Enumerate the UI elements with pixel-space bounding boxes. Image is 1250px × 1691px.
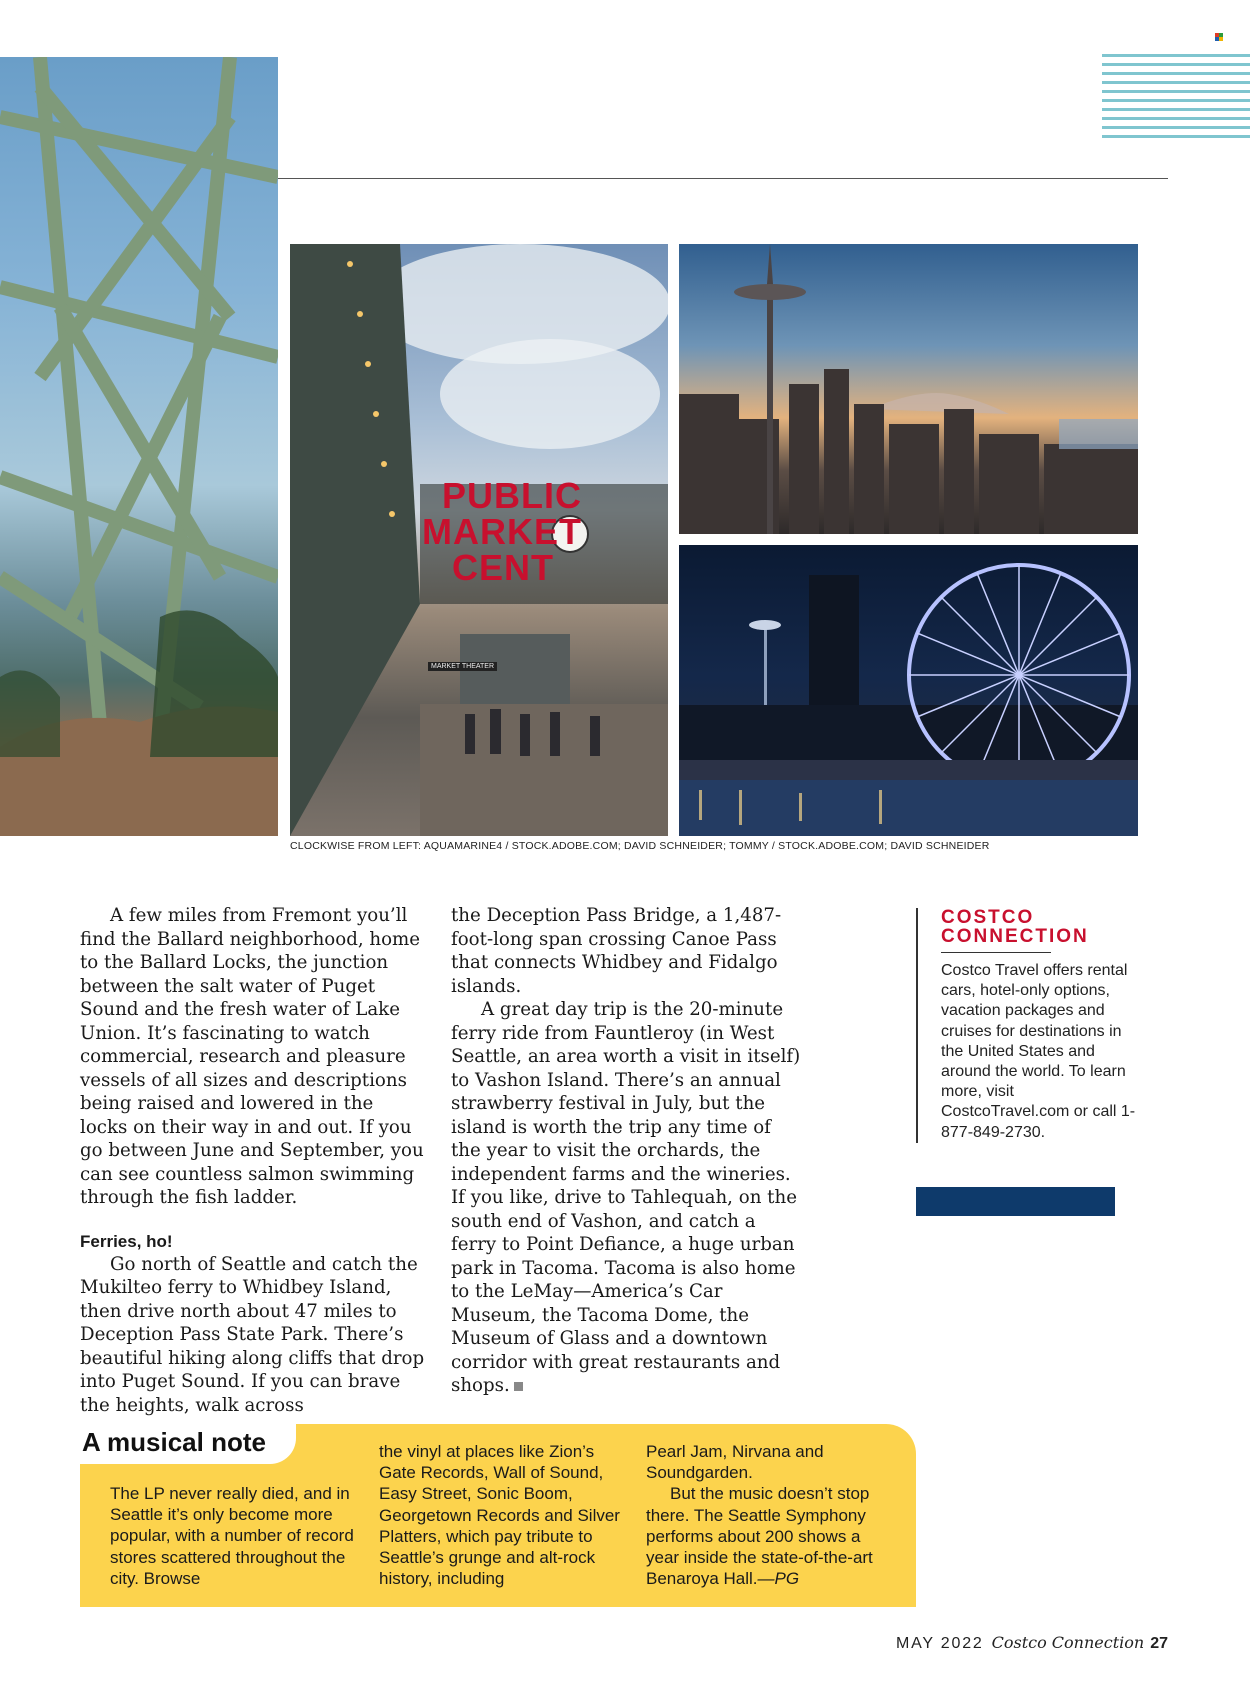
musical-note-title: A musical note [82,1427,266,1457]
musical-note-column-3 [646,1441,896,1589]
page-footer [896,1633,1168,1653]
market-sign-line2: MARKET [422,511,582,552]
decorative-stripes [1102,54,1250,150]
note-paragraph: the vinyl at places like Zion’s Gate Records, Wall of Sound, Easy Street, Sonic Boom, Georgetown Records and Silver Platters, which pay tribute to Seattle’s grunge and alt-rock history, including [379,1442,620,1589]
market-sign-line1: PUBLIC [442,475,582,516]
bridge-photo [0,57,278,836]
section-heading: Ferries, ho! [80,1231,173,1251]
sidebar-bar [916,1187,1115,1216]
public-market-photo [290,244,668,836]
sidebar-title [941,907,1089,953]
market-theater-sign: MARKET THEATER [428,662,497,671]
article-column-1 [80,904,425,1417]
header-rule [278,178,1168,179]
note-paragraph: Pearl Jam, Nirvana and Soundgarden. [646,1442,824,1483]
sidebar-title-line: COSTCO [941,907,1035,928]
musical-note-column-1 [110,1483,360,1589]
ferris-wheel-photo [679,545,1138,836]
end-mark [514,1382,523,1391]
author-signature: —PG [757,1569,800,1589]
page-number: 27 [1150,1635,1168,1652]
article-paragraph: the Deception Pass Bridge, a 1,487-foot-long span crossing Canoe Pass that connects Whidbey and Fidalgo islands. [451,905,782,997]
musical-note-column-2 [379,1441,629,1589]
footer-date: MAY 2022 [895,1635,984,1652]
photo-credit: CLOCKWISE FROM LEFT: AQUAMARINE4 / STOCK.ADOBE.COM; DAVID SCHNEIDER; TOMMY / STOCK.ADOBE.COM; DAVID SCHNEIDER [290,840,990,852]
seattle-skyline-photo [679,244,1138,534]
sidebar-body: Costco Travel offers rental cars, hotel-only options, vacation packages and cruises for destinations in the United States and around the world. To learn more, visit CostcoTravel.com or call 1-877-849-2730. [941,962,1136,1141]
note-paragraph [646,1483,896,1589]
market-sign-line3: CENT [452,547,554,588]
sidebar-title-line: CONNECTION [941,926,1089,947]
article-paragraph [451,998,801,1398]
footer-magazine: Costco Connection [991,1633,1145,1652]
article-paragraph: Go north of Seattle and catch the Mukilteo ferry to Whidbey Island, then drive north about 47 miles to Deception Pass State Park. There’s beautiful hiking along cliffs that drop into Puget Sound. If you can brave the heights, walk across [80,1253,425,1416]
article-paragraph: A few miles from Fremont you’ll find the Ballard neighborhood, home to the Ballard Locks, the junction between the salt water of Puget Sound and the fresh water of Lake Union. It’s fascinating to watch commercial, research and pleasure vessels of all sizes and descriptions being raised and lowered in the locks on their way in and out. If you go between June and September, you can see countless salmon swimming through the fish ladder. [80,905,424,1208]
costco-connection-sidebar [916,908,1146,1143]
article-text: A great day trip is the 20-minute ferry ride from Fauntleroy (in West Seattle, an area worth a visit in itself) to Vashon Island. There’s an annual strawberry festival in July, but the island is worth the trip any time of the year to visit the orchards, the independent farms and the wineries. If you like, drive to Tahlequah, on the south end of Vashon, and catch a ferry to Point Defiance, a huge urban park in Tacoma. Tacoma is also home to the LeMay—America’s Car Museum, the Tacoma Dome, the Museum of Glass and a downtown corridor with great restaurants and shops. [451,999,801,1396]
article-column-2 [451,904,801,1398]
note-paragraph: The LP never really died, and in Seattle it’s only become more popular, with a number of record stores scattered throughout the city. Browse [110,1484,354,1588]
corner-mark [1215,33,1223,41]
note-text: But the music doesn’t stop there. The Seattle Symphony performs about 200 shows a year inside the state-of-the-art Benaroya Hall. [646,1484,873,1589]
